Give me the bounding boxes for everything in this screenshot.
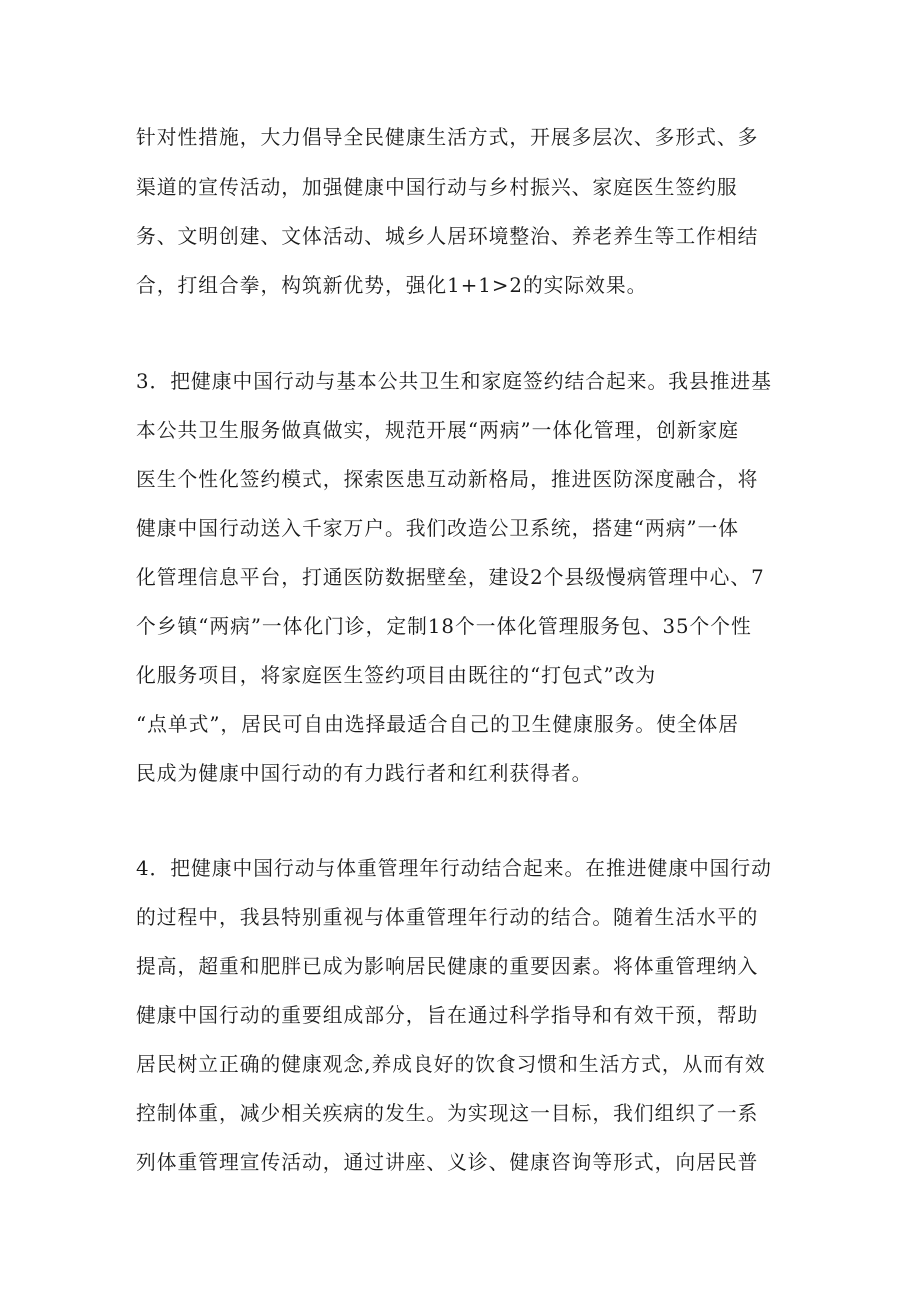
paragraph-2-line-6: 个乡镇“两病”一体化门诊，定制18个一体化管理服务包、35个个性: [136, 614, 752, 638]
paragraph-3-line-3: 提高，超重和肥胖已成为影响居民健康的重要因素。将体重管理纳入: [136, 954, 759, 978]
paragraph-2-line-4: 健康中国行动送入千家万户。我们改造公卫系统，搭建“两病”一体: [136, 516, 740, 540]
paragraph-2-line-7: 化服务项目，将家庭医生签约项目由既往的“打包式”改为: [136, 663, 657, 687]
paragraph-2-line-5: 化管理信息平台，打通医防数据壁垒，建设2个县级慢病管理中心、7: [136, 565, 765, 589]
paragraph-2-line-1: 3．把健康中国行动与基本公共卫生和家庭签约结合起来。我县推进基: [136, 369, 772, 393]
paragraph-3-line-5: 居民树立正确的健康观念,养成良好的饮食习惯和生活方式，从而有效: [136, 1052, 766, 1076]
paragraph-3-line-1: 4．把健康中国行动与体重管理年行动结合起来。在推进健康中国行动: [136, 856, 772, 880]
paragraph-3-line-6: 控制体重，减少相关疾病的发生。为实现这一目标，我们组织了一系: [136, 1101, 759, 1125]
paragraph-3-line-4: 健康中国行动的重要组成部分，旨在通过科学指导和有效干预，帮助: [136, 1003, 759, 1027]
paragraph-1-line-4: 合，打组合拳，构筑新优势，强化1+1>2的实际效果。: [136, 273, 648, 297]
paragraph-2-line-8: “点单式”，居民可自由选择最适合自己的卫生健康服务。使全体居: [136, 712, 740, 736]
paragraph-3-line-7: 列体重管理宣传活动，通过讲座、义诊、健康咨询等形式，向居民普: [136, 1150, 759, 1174]
paragraph-1-line-1: 针对性措施，大力倡导全民健康生活方式，开展多层次、多形式、多: [136, 125, 759, 149]
paragraph-2-line-3: 医生个性化签约模式，探索医患互动新格局，推进医防深度融合，将: [136, 467, 759, 491]
paragraph-2-line-2: 本公共卫生服务做真做实，规范开展“两病”一体化管理，创新家庭: [136, 418, 740, 442]
paragraph-2-line-9: 民成为健康中国行动的有力践行者和红利获得者。: [136, 761, 593, 785]
paragraph-1-line-3: 务、文明创建、文体活动、城乡人居环境整治、养老养生等工作相结: [136, 224, 759, 248]
paragraph-3-line-2: 的过程中，我县特别重视与体重管理年行动的结合。随着生活水平的: [136, 905, 759, 929]
paragraph-1-line-2: 渠道的宣传活动，加强健康中国行动与乡村振兴、家庭医生签约服: [136, 175, 738, 199]
